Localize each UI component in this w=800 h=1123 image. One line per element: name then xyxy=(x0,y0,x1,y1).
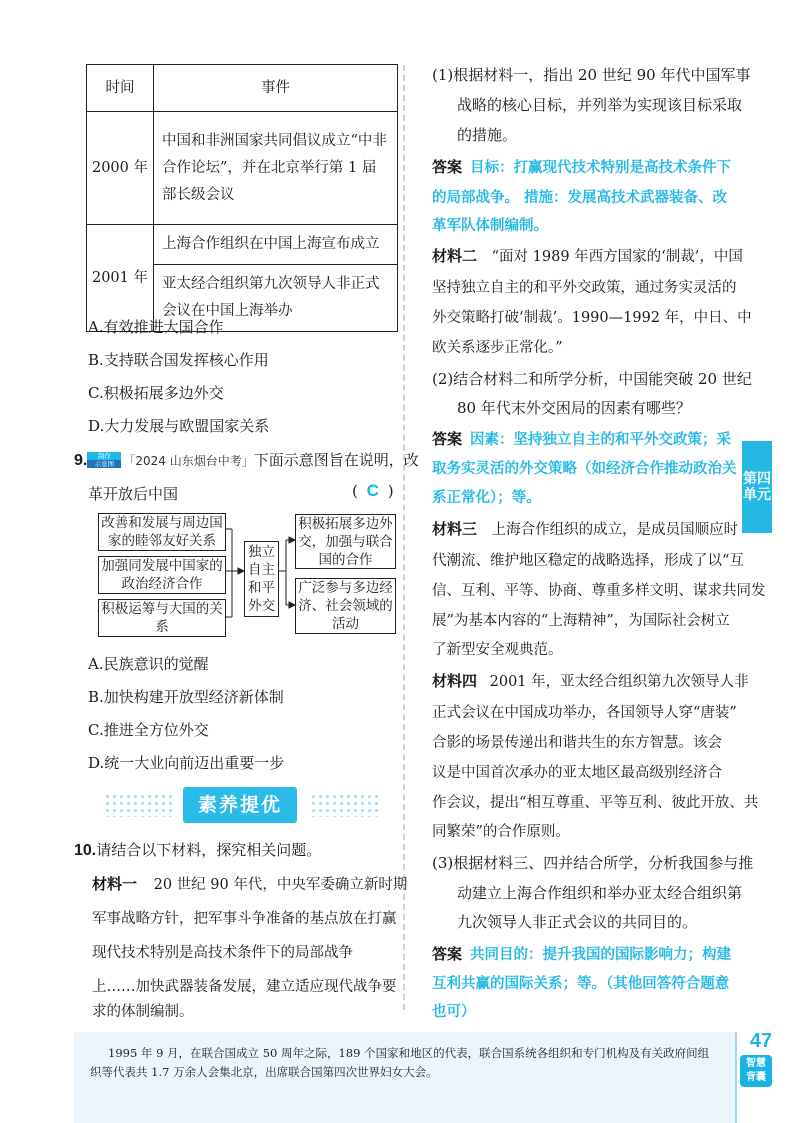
banner-dots-left xyxy=(104,793,174,817)
q10-number: 10. xyxy=(74,842,97,859)
material1-label: 材料一 xyxy=(92,875,138,893)
table-cell-event: 亚太经合组织第九次领导人非正式会议在中国上海举办 xyxy=(154,265,398,332)
answer1-text: 目标：打赢现代技术特别是高技术条件下 xyxy=(470,160,732,176)
q8-option-d[interactable]: D.大力发展与欧盟国家关系 xyxy=(88,417,270,435)
q8-option-a[interactable]: A.有效推进大国合作 xyxy=(88,318,224,336)
q9-option-b[interactable]: B.加快构建开放型经济新体制 xyxy=(88,688,284,706)
diagram-left-box-1: 改善和发展与周边国家的睦邻友好关系 xyxy=(98,513,226,551)
material3-line: 代潮流、维护地区稳定的战略选择，形成了以“互 xyxy=(432,553,744,569)
banner-dots-right xyxy=(310,793,380,817)
material1-text: 20 世纪 90 年代，中央军委确立新时期 xyxy=(153,877,408,893)
material2-line1 xyxy=(432,245,743,266)
answer2-text: 因素：坚持独立自主的和平外交政策；采 xyxy=(470,432,732,448)
q8-option-b[interactable]: B.支持联合国发挥核心作用 xyxy=(88,351,269,369)
paren-close: ) xyxy=(387,482,394,500)
sub2-line: 80 年代末外交困局的因素有哪些？ xyxy=(457,399,691,417)
q9-badge-top: 制作 xyxy=(87,452,121,460)
banner-title: 素养提优 xyxy=(183,787,297,823)
material4-line: 同繁荣”的合作原则。 xyxy=(432,824,570,840)
diagram-right-box-1: 积极拓展多边外交，加强与联合国的合作 xyxy=(295,514,396,569)
diagram-left-box-3: 积极运筹与大国的关系 xyxy=(98,599,226,637)
answer2-line: 取务实灵活的外交策略（如经济合作推动政治关 xyxy=(432,461,737,477)
badge-line2: 背囊 xyxy=(746,1072,766,1083)
material4-line: 议是中国首次承办的亚太地区最高级别经济合 xyxy=(432,765,722,781)
material2-line: 欧关系逐步正常化。” xyxy=(432,340,563,356)
wisdom-badge xyxy=(740,1055,772,1087)
table-header-time: 时间 xyxy=(87,65,154,112)
material4-line: 作会议，提出“相互尊重、平等互利、彼此开放、共 xyxy=(432,795,759,811)
sub3-line: (3)根据材料三、四并结合所学，分析我国参与推 xyxy=(432,854,754,872)
material3-text: 上海合作组织的成立，是成员国顺应时 xyxy=(491,522,739,538)
answer-label: 答案 xyxy=(432,945,463,963)
material4-line: 合影的场景传递出和谐共生的东方智慧。该会 xyxy=(432,735,722,751)
material2-line: 外交策略打破‘制裁’。1990—1992 年，中日、中 xyxy=(432,310,752,326)
material1-line1 xyxy=(92,873,407,894)
diagram-left-box-2: 加强同发展中国家的政治经济合作 xyxy=(98,556,226,594)
q10-stem-text: 请结合以下材料，探究相关问题。 xyxy=(96,841,322,859)
q9-number: 9. xyxy=(74,452,88,469)
answer1-line1 xyxy=(432,156,731,177)
answer1-line: 的局部战争。 措施：发展高技术武器装备、改 xyxy=(432,190,728,206)
q9-source: 「2024 山东烟台中考」 xyxy=(123,454,254,468)
sub1-line: 战略的核心目标，并列举为实现该目标采取 xyxy=(457,96,743,114)
material4-line1 xyxy=(432,670,749,691)
material2-text: “面对 1989 年西方国家的‘制裁’，中国 xyxy=(491,249,743,265)
sub1-line: 的措施。 xyxy=(457,126,518,144)
material3-line: 信、互利、平等、协商、尊重多样文明、谋求共同发 xyxy=(432,583,766,599)
material1-line: 现代技术特别是高技术条件下的局部战争 xyxy=(92,945,353,961)
answer2-line1 xyxy=(432,428,731,449)
table-cell-event: 中国和非洲国家共同倡议成立“中非合作论坛”，并在北京举行第 1 届部长级会议 xyxy=(154,112,398,225)
answer3-line: 互利共赢的国际关系；等。（其他回答符合题意 xyxy=(432,976,730,992)
answer1-line: 革军队体制编制。 xyxy=(432,218,548,234)
answer3-line: 也可） xyxy=(432,1004,476,1020)
q8-option-c[interactable]: C.积极拓展多边外交 xyxy=(88,384,224,402)
diagram-center-box: 独立自主和平外交 xyxy=(244,541,279,617)
q9-option-c[interactable]: C.推进全方位外交 xyxy=(88,721,209,739)
footer-vline xyxy=(735,1032,737,1123)
badge-line1: 智慧 xyxy=(746,1058,766,1069)
q9-option-a[interactable]: A.民族意识的觉醒 xyxy=(88,655,209,673)
material4-label: 材料四 xyxy=(432,672,478,690)
answer2-line: 系正常化）；等。 xyxy=(432,490,541,506)
answer-label: 答案 xyxy=(432,430,463,448)
sidetab-line1: 第四 xyxy=(743,471,771,487)
sub3-line: 九次领导人非正式会议的共同目的。 xyxy=(457,913,698,931)
answer-label: 答案 xyxy=(432,158,463,176)
material3-label: 材料三 xyxy=(432,520,478,538)
table-cell-year: 2000 年 xyxy=(87,112,154,225)
q9-stem-text: 下面示意图旨在说明，改 xyxy=(253,451,419,469)
material4-line: 正式会议在中国成功举办，各国领导人穿“唐装” xyxy=(432,705,737,721)
table-cell-event: 上海合作组织在中国上海宣布成立 xyxy=(154,225,398,265)
q9-stem-text2: 革开放后中国 xyxy=(88,485,179,503)
q10-stem xyxy=(74,839,321,860)
q9-answer: C xyxy=(366,481,379,500)
q9-option-d[interactable]: D.统一大业向前迈出重要一步 xyxy=(88,754,285,772)
material4-text: 2001 年，亚太经合组织第九次领导人非 xyxy=(489,674,749,690)
paren-open: ( xyxy=(352,482,358,500)
material1-line: 军事战略方针，把军事斗争准备的基点放在打赢 xyxy=(92,911,397,927)
sidetab-line2: 单元 xyxy=(743,487,771,503)
sub2-line: (2)结合材料二和所学分析，中国能突破 20 世纪 xyxy=(432,370,752,388)
material2-label: 材料二 xyxy=(432,247,478,265)
sub1-line: (1)根据材料一，指出 20 世纪 90 年代中国军事 xyxy=(432,66,751,84)
table-cell-year: 2001 年 xyxy=(87,225,154,332)
material1-line: 上……加快武器装备发展，建立适应现代战争要 xyxy=(92,979,397,995)
section-banner xyxy=(104,787,398,823)
material3-line: 展”为基本内容的“上海精神”，为国际社会树立 xyxy=(432,613,730,629)
material3-line: 了新型安全观典范。 xyxy=(432,642,563,658)
sub3-line: 动建立上海合作组织和举办亚太经合组织第 xyxy=(457,884,743,902)
material1-line: 求的体制编制。 xyxy=(92,1004,194,1020)
answer3-text: 共同目的：提升我国的国际影响力；构建 xyxy=(470,947,732,963)
material2-line: 坚持独立自主的和平外交政策，通过务实灵活的 xyxy=(432,280,737,296)
answer3-line1 xyxy=(432,943,731,964)
footer-text: 1995 年 9 月，在联合国成立 50 周年之际，189 个国家和地区的代表，联合国系统各组织和专门机构及有关政府间组织等代表共 1.7 万余人会集北京，出席联合国第四次世界妇女大会。 xyxy=(90,1046,710,1079)
diagram-right-box-2: 广泛参与多边经济、社会领域的活动 xyxy=(295,578,396,634)
material3-line1 xyxy=(432,518,738,539)
unit-side-tab xyxy=(742,441,772,533)
q9-badge-bottom: 示意图 xyxy=(87,460,121,468)
page-number: 47 xyxy=(749,1030,773,1052)
table-header-event: 事件 xyxy=(154,65,398,112)
